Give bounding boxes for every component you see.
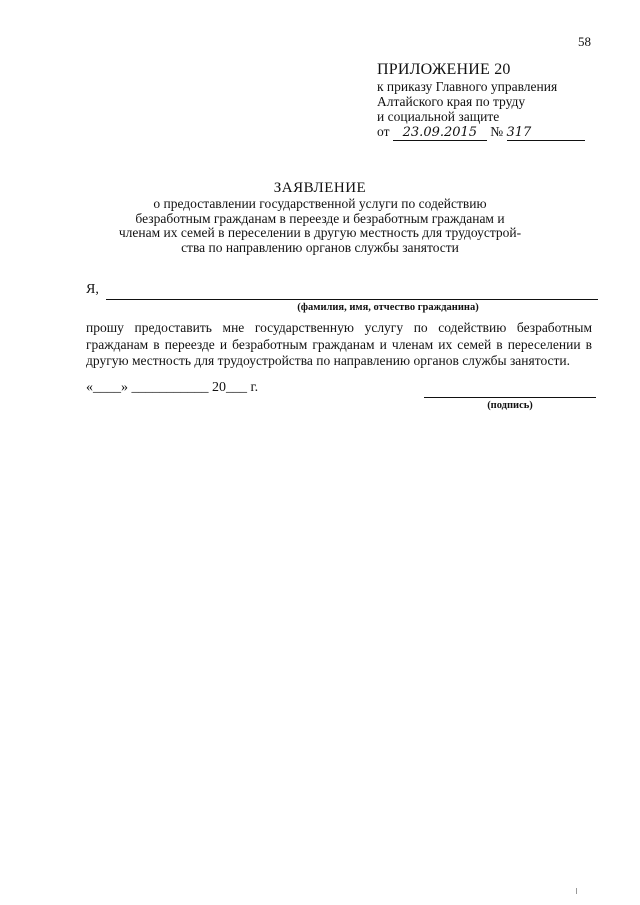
request-line: гражданам в переезде и безработным гражданам и членам их семей в переселении в xyxy=(86,336,592,352)
appendix-line-3: и социальной защите xyxy=(377,109,500,124)
document-subtitle xyxy=(0,197,640,255)
request-line: прошу предоставить мне государственную услугу по содействию безработным xyxy=(86,320,592,335)
date-field[interactable]: «____» ___________ 20___ г. xyxy=(86,380,259,395)
handwritten-number: 317 xyxy=(507,125,585,141)
request-line: другую местность для трудоустройства по направлению органов службы занятости. xyxy=(86,353,571,368)
document-title: ЗАЯВЛЕНИЕ xyxy=(273,180,367,196)
applicant-caption: (фамилия, имя, отчество гражданина) xyxy=(297,302,479,313)
appendix-block xyxy=(377,60,585,141)
appendix-line-1: к приказу Главного управления xyxy=(377,79,558,94)
subtitle-line: о предоставлении государственной услуги по содействию xyxy=(153,196,487,211)
subtitle-line: ства по направлению органов службы занятости xyxy=(181,239,459,255)
appendix-heading: ПРИЛОЖЕНИЕ 20 xyxy=(377,61,511,78)
number-label: № xyxy=(490,124,504,139)
scan-mark xyxy=(576,888,577,894)
page-number: 58 xyxy=(578,34,591,49)
signature-caption: (подпись) xyxy=(487,400,533,411)
subtitle-line: безработным гражданам в переезде и безработным гражданам и xyxy=(135,210,505,226)
appendix-order-line xyxy=(377,124,585,141)
signature-field[interactable] xyxy=(424,397,596,398)
subtitle-line: членам их семей в переселении в другую местность для трудоустрой- xyxy=(118,225,522,240)
handwritten-date: 23.09.2015 xyxy=(393,125,487,141)
applicant-name-field[interactable] xyxy=(106,299,598,300)
appendix-line-2: Алтайского края по труду xyxy=(377,94,526,109)
request-text xyxy=(86,320,592,370)
from-label: от xyxy=(377,124,390,139)
applicant-prefix: Я, xyxy=(86,282,99,297)
